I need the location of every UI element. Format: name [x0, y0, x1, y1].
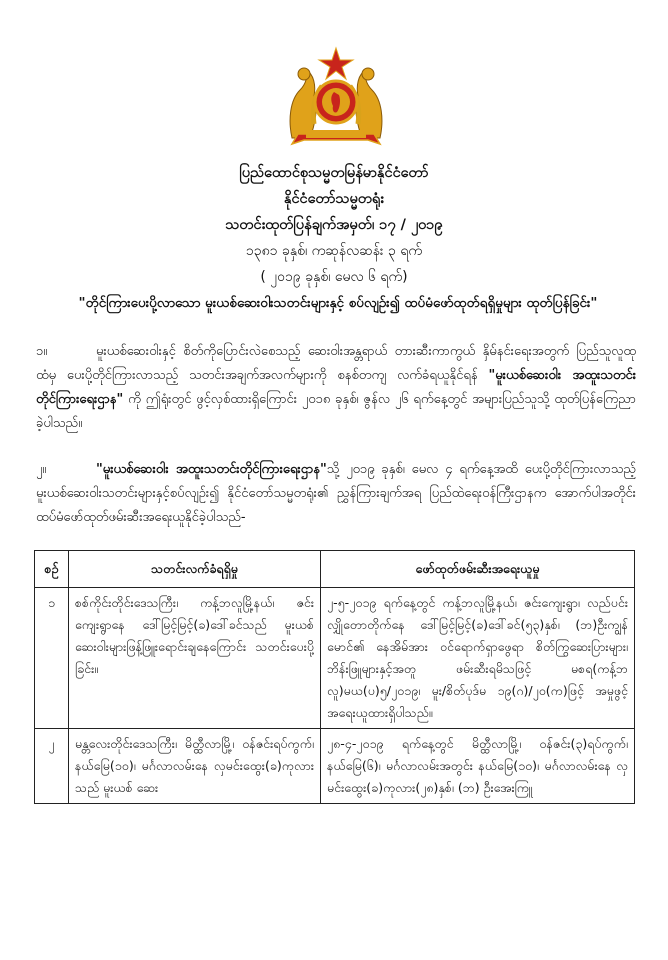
country-name: ပြည်ထောင်စုသမ္မတမြန်မာနိုင်ငံတော်	[239, 165, 429, 181]
paragraph-text: ကို ဤရုံးတွင် ဖွင့်လှစ်ထားရှိကြောင်း ၂၀၁၈ ခုနှစ်၊ ဇွန်လ ၂၆ ရက်နေ့တွင် အများပြည်သူသို့ ထုတ်ပြန်ကြေညာခဲ့ပါသည်။	[36, 392, 636, 431]
date-myanmar: ၁၃၈၁ ခုနှစ်၊ ကဆုန်လဆန်း ၃ ရက်	[245, 243, 423, 259]
action-taken: ၂၈-၄-၂၀၁၉ ရက်နေ့တွင် မိတ္ထီလာမြို့၊ ဝန်ဇင်း(၃)ရပ်ကွက်၊ နယ်မြေ(၆)၊ မင်္ဂလာလမ်းအတွင်း နယ်မြေ(၁၀)၊ မင်္ဂလာလမ်းနေ လှမင်းထွေး(ခ)ကုလား(၂၈)နှစ်၊ (ဘ) ဦးအေးကြူ	[321, 729, 635, 804]
paragraph-1	[36, 340, 636, 436]
received-info: မန္တလေးတိုင်းဒေသကြီး၊ မိတ္ထီလာမြို့၊ ဝန်ဇင်းရပ်ကွက်၊ နယ်မြေ(၁၀)၊ မင်္ဂလာလမ်းနေ လှမင်းထွေး(ခ)ကုလားသည် မူးယစ် ဆေး	[69, 729, 321, 804]
action-taken: ၂-၅-၂၀၁၉ ရက်နေ့တွင် ကန့်ဘလူမြို့နယ်၊ ဇင်းကျေးရွာ၊ လည်ပင်းလျှိုတောတိုက်နေ ဒေါ်မြင့်မြင့်(ခ)ဒေါ်ခင်(၅၃)နှစ်၊ (ဘ)ဦးကျွန်မောင်၏ နေအိမ်အား ဝင်ရောက်ရှာဖွေရာ စိတ်ကြွဆေးပြားများ၊ ဘိန်းဖြူများနှင့်အတူ ဖမ်းဆီးရမိသဖြင့် မစရ(ကန့်ဘလူ)မယ(ပ)၅/၂၀၁၉၊ မူး/စိတ်ပုဒ်မ ၁၉(ဂ)/၂၀(က)ဖြင့် အမှုဖွင့် အရေးယူထားရှိပါသည်။	[321, 588, 635, 729]
row-number: ၂	[35, 729, 69, 804]
bulletin-number: သတင်းထုတ်ပြန်ချက်အမှတ်၊ ၁၇ / ၂၀၁၉	[225, 217, 443, 233]
department-name: "မူးယစ်ဆေးဝါး အထူးသတင်းတိုင်ကြားရေးဌာန"	[36, 368, 637, 407]
paragraph-2	[36, 458, 636, 530]
state-seal-icon	[284, 40, 388, 150]
table-row	[35, 588, 635, 729]
paragraph-text: သို့ ၂၀၁၉ ခုနှစ်၊ မေလ ၄ ရက်နေ့အထိ ပေးပို့တိုင်ကြားလာသည့် မူးယစ်ဆေးဝါးသတင်းများနှင့်စပ်လျဉ်း၍ နိုင်ငံတော်သမ္မတရုံး၏ ညွှန်ကြားချက်အရ ပြည်ထဲရေးဝန်ကြီးဌာနက အောက်ပါအတိုင်း ထပ်မံဖော်ထုတ်ဖမ်းဆီးအရေးယူနိုင်ခဲ့ပါသည်-	[36, 462, 636, 525]
table-row	[35, 729, 635, 804]
received-info: စစ်ကိုင်းတိုင်းဒေသကြီး၊ ကန့်ဘလူမြို့နယ်၊ ဇင်းကျေးရွာနေ ဒေါ်မြင့်မြင့်(ခ)ဒေါ်ခင်သည် မူးယစ်ဆေးဝါးများဖြန့်ဖြူးရောင်းချနေကြောင်း သတင်းပေးပို့ခြင်း။	[69, 588, 321, 729]
department-name: "မူးယစ်ဆေးဝါး အထူးသတင်းတိုင်ကြားရေးဌာန"	[96, 462, 327, 477]
records-table	[34, 550, 635, 804]
header-received: သတင်းလက်ခံရရှိမှု	[69, 551, 321, 588]
header-serial: စဉ်	[35, 551, 69, 588]
paragraph-text: မူးယစ်ဆေးဝါးနှင့် စိတ်ကိုပြောင်းလဲစေသည့် ဆေးဝါးအန္တရာယ် တားဆီးကာကွယ် နှိမ်နင်းရေးအတွက် ပြည်သူလူထုထံမှ ပေးပို့တိုင်ကြားလာသည့် သတင်းအချက်အလက်များကို စနစ်တကျ လက်ခံရယူနိုင်ရန်	[36, 344, 636, 383]
table-header-row	[35, 551, 635, 588]
header-action: ဖော်ထုတ်ဖမ်းဆီးအရေးယူမှု	[321, 551, 635, 588]
document-header	[0, 160, 668, 290]
date-gregorian: ( ၂၀၁၉ ခုနှစ်၊ မေလ ၆ ရက်)	[260, 269, 408, 285]
paragraph-number: ၂။	[36, 462, 47, 477]
paragraph-number: ၁။	[36, 344, 48, 359]
office-name: နိုင်ငံတော်သမ္မတရုံး	[284, 191, 384, 207]
subject-title: "တိုင်ကြားပေးပို့လာသော မူးယစ်ဆေးဝါးသတင်းများနှင့် စပ်လျဉ်း၍ ထပ်မံဖော်ထုတ်ရရှိမှုများ ထုတ်ပြန်ခြင်း"	[78, 295, 598, 311]
row-number: ၁	[35, 588, 69, 729]
